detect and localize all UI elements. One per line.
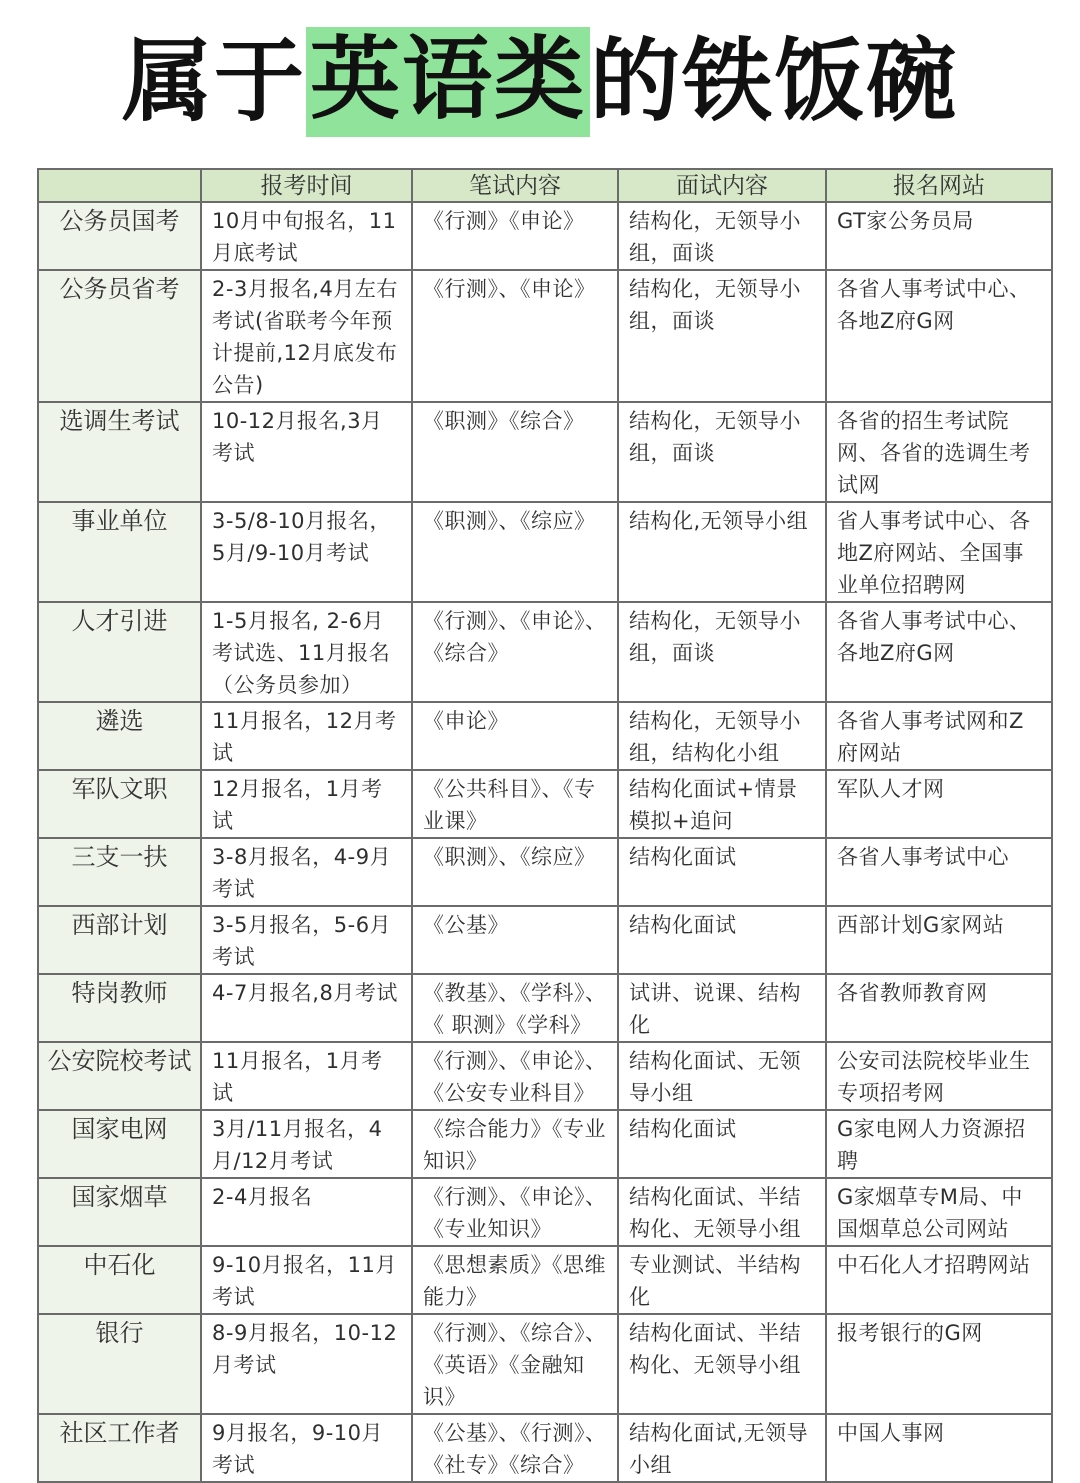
written-exam-cell: 《行测》、《申论》、《专业知识》 [412,1178,618,1246]
interview-cell: 结构化，无领导小组，面谈 [618,602,826,702]
apply-time-cell: 4-7月报名,8月考试 [201,974,412,1042]
table-row [38,1246,1052,1314]
table-row [38,906,1052,974]
job-name-cell: 国家电网 [38,1110,201,1178]
exam-table [37,168,1053,1483]
written-exam-cell: 《行测》、《申论》、《公安专业科目》 [412,1042,618,1110]
website-cell: 中石化人才招聘网站 [826,1246,1052,1314]
table-row [38,502,1052,602]
title-suffix: 的铁饭碗 [590,29,958,134]
website-cell: GT家公务员局 [826,202,1052,270]
table-row [38,1414,1052,1482]
job-name-cell: 社区工作者 [38,1414,201,1482]
written-exam-cell: 《综合能力》《专业知识》 [412,1110,618,1178]
job-name-cell: 国家烟草 [38,1178,201,1246]
apply-time-cell: 11月报名，1月考试 [201,1042,412,1110]
job-name-cell: 特岗教师 [38,974,201,1042]
apply-time-cell: 3月/11月报名，4月/12月考试 [201,1110,412,1178]
title-highlight: 英语类 [306,27,590,137]
table-row [38,402,1052,502]
interview-cell: 结构化面试、半结构化、无领导小组 [618,1314,826,1414]
job-name-cell: 公务员国考 [38,202,201,270]
table-row [38,974,1052,1042]
written-exam-cell: 《公基》 [412,906,618,974]
interview-cell: 结构化面试、半结构化、无领导小组 [618,1178,826,1246]
job-name-cell: 中石化 [38,1246,201,1314]
apply-time-cell: 12月报名，1月考试 [201,770,412,838]
interview-cell: 结构化面试 [618,838,826,906]
interview-cell: 结构化，无领导小组，面谈 [618,202,826,270]
apply-time-cell: 11月报名，12月考试 [201,702,412,770]
interview-cell: 结构化面试 [618,1110,826,1178]
apply-time-cell: 9月报名，9-10月考试 [201,1414,412,1482]
job-name-cell: 事业单位 [38,502,201,602]
interview-cell: 结构化面试,无领导小组 [618,1414,826,1482]
apply-time-cell: 3-5月报名，5-6月考试 [201,906,412,974]
written-exam-cell: 《思想素质》《思维能力》 [412,1246,618,1314]
table-body [38,202,1052,1482]
table-row [38,838,1052,906]
apply-time-cell: 9-10月报名，11月考试 [201,1246,412,1314]
table-row [38,702,1052,770]
website-cell: G家烟草专M局、中国烟草总公司网站 [826,1178,1052,1246]
table-row [38,1110,1052,1178]
apply-time-cell: 3-8月报名，4-9月考试 [201,838,412,906]
website-cell: 各省教师教育网 [826,974,1052,1042]
written-exam-cell: 《行测》《申论》 [412,202,618,270]
written-exam-cell: 《行测》、《申论》、《综合》 [412,602,618,702]
interview-cell: 结构化面试 [618,906,826,974]
website-cell: 省人事考试中心、各地Z府网站、全国事业单位招聘网 [826,502,1052,602]
table-row [38,202,1052,270]
website-cell: 各省的招生考试院网、各省的选调生考试网 [826,402,1052,502]
interview-cell: 试讲、说课、结构化 [618,974,826,1042]
job-name-cell: 遴选 [38,702,201,770]
apply-time-cell: 10-12月报名,3月考试 [201,402,412,502]
interview-cell: 结构化面试+情景模拟+追问 [618,770,826,838]
job-name-cell: 西部计划 [38,906,201,974]
apply-time-cell: 2-4月报名 [201,1178,412,1246]
apply-time-cell: 10月中旬报名，11月底考试 [201,202,412,270]
written-exam-cell: 《职测》、《综应》 [412,838,618,906]
apply-time-cell: 3-5/8-10月报名，5月/9-10月考试 [201,502,412,602]
interview-cell: 结构化,无领导小组 [618,502,826,602]
website-cell: 报考银行的G网 [826,1314,1052,1414]
table-row [38,1314,1052,1414]
interview-cell: 结构化，无领导小组，面谈 [618,402,826,502]
header-written-exam: 笔试内容 [412,169,618,202]
page-title [0,22,1080,142]
table-row [38,270,1052,402]
job-name-cell: 公安院校考试 [38,1042,201,1110]
interview-cell: 专业测试、半结构化 [618,1246,826,1314]
header-row [38,169,1052,202]
apply-time-cell: 8-9月报名，10-12月考试 [201,1314,412,1414]
written-exam-cell: 《职测》《综合》 [412,402,618,502]
apply-time-cell: 2-3月报名,4月左右考试(省联考今年预计提前,12月底发布公告) [201,270,412,402]
job-name-cell: 选调生考试 [38,402,201,502]
written-exam-cell: 《公共科目》、《专业课》 [412,770,618,838]
website-cell: 各省人事考试中心、各地Z府G网 [826,602,1052,702]
written-exam-cell: 《公基》、《行测》、《社专》《综合》 [412,1414,618,1482]
title-prefix: 属于 [122,29,306,134]
job-name-cell: 公务员省考 [38,270,201,402]
interview-cell: 结构化面试、无领导小组 [618,1042,826,1110]
website-cell: 各省人事考试网和Z府网站 [826,702,1052,770]
website-cell: 公安司法院校毕业生专项招考网 [826,1042,1052,1110]
interview-cell: 结构化，无领导小组，面谈 [618,270,826,402]
written-exam-cell: 《行测》、《申论》 [412,270,618,402]
apply-time-cell: 1-5月报名, 2-6月考试选、11月报名（公务员参加） [201,602,412,702]
job-name-cell: 三支一扶 [38,838,201,906]
website-cell: 西部计划G家网站 [826,906,1052,974]
written-exam-cell: 《教基》、《学科》、《 职测》《学科》 [412,974,618,1042]
written-exam-cell: 《行测》、《综合》、《英语》《金融知识》 [412,1314,618,1414]
table-row [38,1178,1052,1246]
header-apply-time: 报考时间 [201,169,412,202]
interview-cell: 结构化，无领导小组，结构化小组 [618,702,826,770]
corner-cell [38,169,201,202]
job-name-cell: 人才引进 [38,602,201,702]
header-website: 报名网站 [826,169,1052,202]
website-cell: 各省人事考试中心 [826,838,1052,906]
job-name-cell: 银行 [38,1314,201,1414]
header-interview: 面试内容 [618,169,826,202]
written-exam-cell: 《申论》 [412,702,618,770]
table-row [38,770,1052,838]
website-cell: 军队人才网 [826,770,1052,838]
job-name-cell: 军队文职 [38,770,201,838]
written-exam-cell: 《职测》、《综应》 [412,502,618,602]
table-row [38,1042,1052,1110]
website-cell: G家电网人力资源招聘 [826,1110,1052,1178]
table-row [38,602,1052,702]
website-cell: 中国人事网 [826,1414,1052,1482]
website-cell: 各省人事考试中心、各地Z府G网 [826,270,1052,402]
